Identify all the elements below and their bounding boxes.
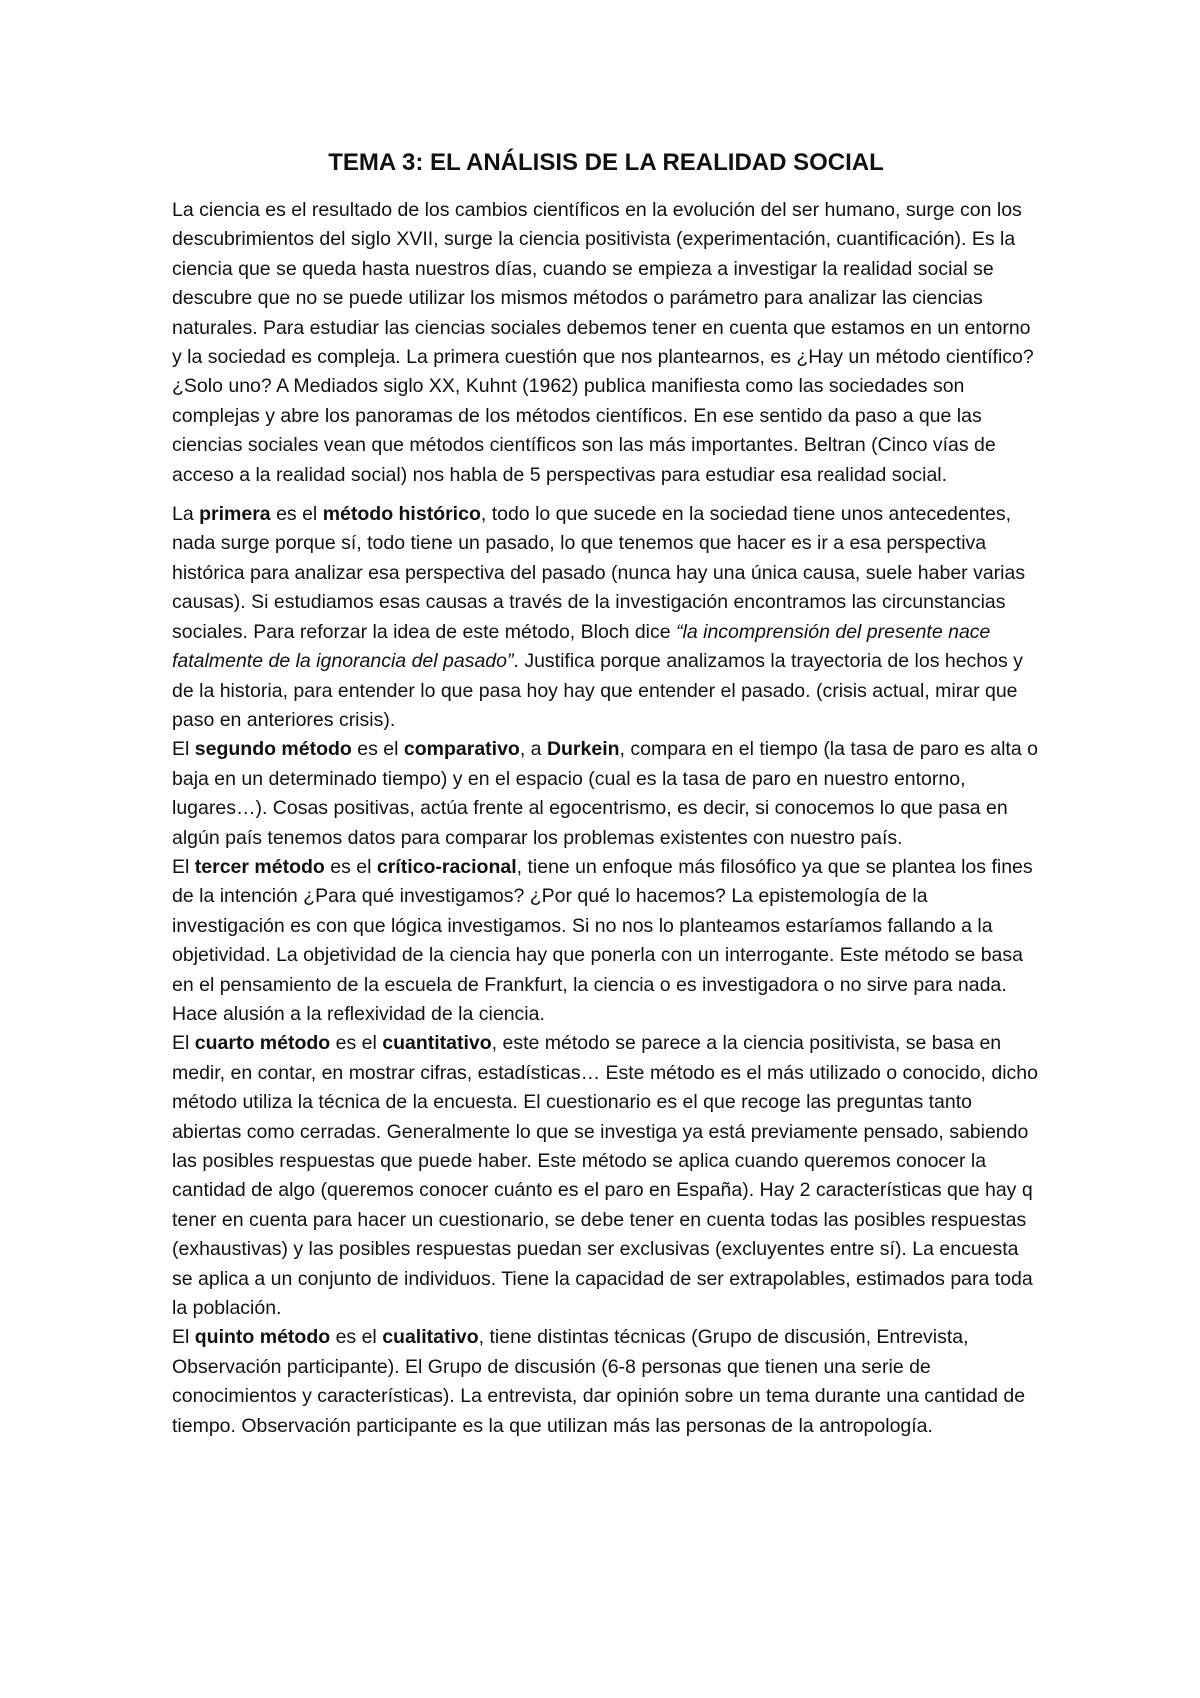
- paragraph-intro: [172, 196, 1040, 490]
- bold-text: quinto método: [194, 1326, 331, 1349]
- text-run: es el: [324, 855, 377, 878]
- text-run: , tiene un enfoque más filosófico ya que se plantea los fines de la intención ¿Para qué investigamos? ¿Por qué lo hacemos? La epistemología de la investigación es con que lógica investigamos. Si no nos lo planteamos estaríamos fallando a la objetividad. La objetividad de la ciencia hay que ponerla con un interrogante. Este método se basa en el pensamiento de la escuela de Frankfurt, la ciencia o es investigadora o no sirve para nada. Hace alusión a la reflexividad de la ciencia.: [172, 855, 1033, 1025]
- paragraph-metodo-cuantitativo: [172, 1029, 1040, 1323]
- bold-text: método histórico: [322, 503, 481, 526]
- text-run: , compara en el tiempo (la tasa de paro es alta o baja en un determinado tiempo) y en el espacio (cual es la tasa de paro en nuestro entorno, lugares…). Cosas positivas, actúa frente al egocentrismo, es decir, si conocemos lo que pasa en algún país tenemos datos para comparar los problemas existentes con nuestro país.: [172, 738, 1038, 849]
- text-run: La ciencia es el resultado de los cambios científicos en la evolución del ser humano, surge con los descubrimientos del siglo XVII, surge la ciencia positivista (experimentación, cuantificación). Es la ciencia que se queda hasta nuestros días, cuando se empieza a investigar la realidad social se descubre que no se puede utilizar los mismos métodos o parámetro para analizar las ciencias naturales. Para estudiar las ciencias sociales debemos tener en cuenta que estamos en un entorno y la sociedad es compleja. La primera cuestión que nos plantearnos, es ¿Hay un método científico? ¿Solo uno? A Mediados siglo XX, Kuhnt (1962) publica manifiesta como las sociedades son complejas y abre los panoramas de los métodos científicos. En ese sentido da paso a que las ciencias sociales vean que métodos científicos son las más importantes. Beltran (Cinco vías de acceso a la realidad social) nos habla de 5 perspectivas para estudiar esa realidad social.: [172, 199, 1034, 486]
- text-run: , tiene distintas técnicas (Grupo de discusión, Entrevista, Observación participante). El Grupo de discusión (6-8 personas que tienen una serie de conocimientos y características). La entrevista, dar opinión sobre un tema durante una cantidad de tiempo. Observación participante es la que utilizan más las personas de la antropología.: [172, 1326, 1026, 1437]
- text-run: es el: [351, 738, 404, 761]
- bold-text: primera: [199, 503, 271, 526]
- text-run: es el: [270, 503, 323, 526]
- paragraph-metodo-cualitativo: [172, 1323, 1040, 1441]
- document-title: TEMA 3: EL ANÁLISIS DE LA REALIDAD SOCIAL: [328, 149, 884, 176]
- document-page: [172, 140, 1040, 1441]
- text-run: , todo lo que sucede en la sociedad tiene unos antecedentes, nada surge porque sí, todo tiene un pasado, lo que tenemos que hacer es ir a esa perspectiva histórica para analizar esa perspectiva del pasado (nunca hay una única causa, suele haber varias causas). Si estudiamos esas causas a través de la investigación encontramos las circunstancias sociales. Para reforzar la idea de este método, Bloch dice: [172, 503, 1026, 643]
- text-run: es el: [330, 1032, 383, 1055]
- text-run: El: [172, 855, 195, 878]
- italic-quote: “la incomprensión del presente nace fatalmente de la ignorancia del pasado”: [172, 620, 991, 673]
- text-run: El: [172, 738, 195, 761]
- text-run: es el: [330, 1326, 383, 1349]
- text-run: . Justifica porque analizamos la trayectoria de los hechos y de la historia, para entender lo que pasa hoy hay que entender el pasado. (crisis actual, mirar que paso en anteriores crisis).: [172, 650, 1023, 731]
- paragraph-metodo-historico: [172, 500, 1040, 735]
- paragraph-metodo-critico-racional: [172, 853, 1040, 1029]
- paragraph-metodo-comparativo: [172, 735, 1040, 853]
- bold-text: comparativo: [403, 738, 520, 761]
- bold-text: crítico-racional: [376, 855, 517, 878]
- text-run: , este método se parece a la ciencia positivista, se basa en medir, en contar, en mostrar cifras, estadísticas… Este método es el más utilizado o conocido, dicho método utiliza la técnica de la encuesta. El cuestionario es el que recoge las preguntas tanto abiertas como cerradas. Generalmente lo que se investiga ya está previamente pensado, sabiendo las posibles respuestas que puede haber. Este método se aplica cuando queremos conocer la cantidad de algo (queremos conocer cuánto es el paro en España). Hay 2 características que hay q tener en cuenta para hacer un cuestionario, se debe tener en cuenta todas las posibles respuestas (exhaustivas) y las posibles respuestas puedan ser exclusivas (excluyentes entre sí). La encuesta se aplica a un conjunto de individuos. Tiene la capacidad de ser extrapolables, estimados para toda la población.: [172, 1032, 1038, 1320]
- bold-text: Durkein: [546, 738, 620, 761]
- text-run: La: [172, 503, 200, 526]
- bold-text: segundo método: [194, 738, 352, 761]
- bold-text: tercer método: [194, 855, 325, 878]
- bold-text: cuarto método: [194, 1032, 331, 1055]
- text-run: , a: [519, 738, 547, 761]
- bold-text: cualitativo: [382, 1326, 479, 1349]
- bold-text: cuantitativo: [382, 1032, 492, 1055]
- text-run: El: [172, 1326, 195, 1349]
- text-run: El: [172, 1032, 195, 1055]
